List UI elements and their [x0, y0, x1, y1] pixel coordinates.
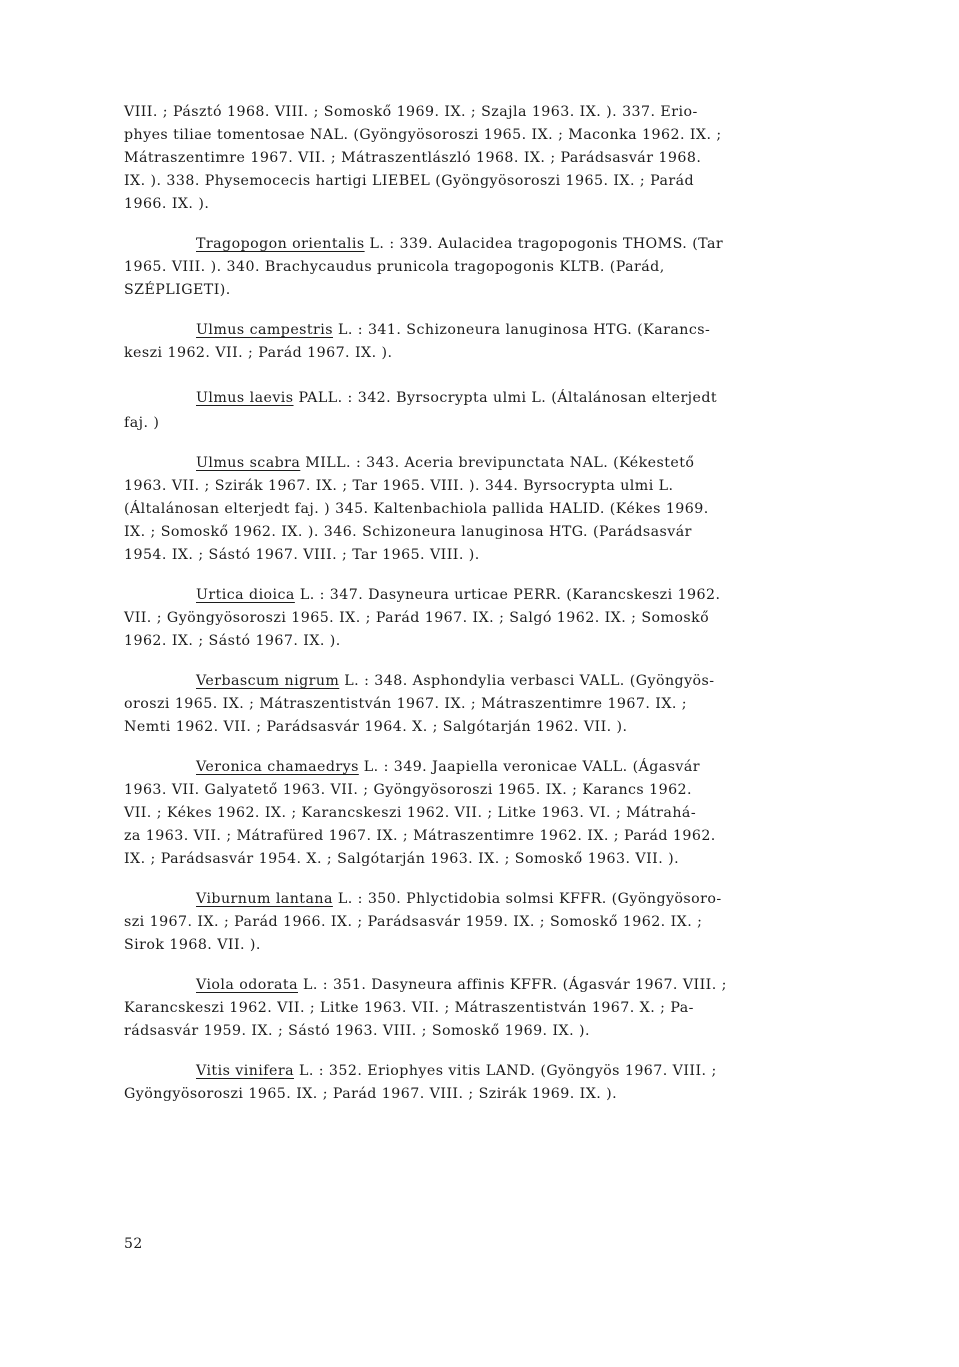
- plant-species-name: Viburnum lantana: [196, 891, 333, 907]
- text-line: [124, 802, 696, 824]
- entry-text: 1965. VIII. ). 340. Brachycaudus prunicola tragopogonis KLTB. (Parád,: [124, 259, 665, 275]
- page-number: 52: [124, 1236, 143, 1252]
- text-line: [124, 147, 701, 169]
- entry-text: 1954. IX. ; Sástó 1967. VIII. ; Tar 1965. VIII. ).: [124, 547, 480, 563]
- plant-species-name: Ulmus campestris: [196, 322, 333, 338]
- entry-text: L. : 349. Jaapiella veronicae VALL. (Ágasvár: [358, 759, 701, 775]
- text-line: [196, 319, 710, 341]
- plant-species-name: Urtica dioica: [196, 587, 295, 603]
- text-line: [196, 452, 694, 474]
- text-line: [124, 607, 709, 629]
- entry-text: Sirok 1968. VII. ).: [124, 937, 261, 953]
- text-line: [124, 779, 692, 801]
- text-line: [124, 256, 665, 278]
- text-line: [124, 825, 716, 847]
- text-line: [124, 716, 628, 738]
- entry-text: IX. ; Parádsasvár 1954. X. ; Salgótarján 1963. IX. ; Somoskő 1963. VII. ).: [124, 851, 680, 867]
- text-line: [124, 521, 692, 543]
- text-line: [196, 756, 700, 778]
- entry-text: IX. ; Somoskő 1962. IX. ). 346. Schizoneura lanuginosa HTG. (Parádsasvár: [124, 524, 692, 540]
- entry-text: Nemti 1962. VII. ; Parádsasvár 1964. X. ; Salgótarján 1962. VII. ).: [124, 719, 628, 735]
- entry-text: VIII. ; Pásztó 1968. VIII. ; Somoskő 1969. IX. ; Szajla 1963. IX. ). 337. Erio-: [124, 104, 698, 120]
- plant-species-name: Vitis vinifera: [196, 1063, 294, 1079]
- text-line: [124, 934, 261, 956]
- text-line: [196, 888, 722, 910]
- entry-text: za 1963. VII. ; Mátrafüred 1967. IX. ; Mátraszentimre 1962. IX. ; Parád 1962.: [124, 828, 716, 844]
- entry-text: PALL. : 342. Byrsocrypta ulmi L. (Általánosan elterjedt: [293, 390, 718, 406]
- entry-text: L. : 339. Aulacidea tragopogonis THOMS. (Tar: [364, 236, 724, 252]
- text-line: [196, 387, 717, 409]
- entry-text: szi 1967. IX. ; Parád 1966. IX. ; Parádsasvár 1959. IX. ; Somoskő 1962. IX. ;: [124, 914, 703, 930]
- entry-text: VII. ; Gyöngyösoroszi 1965. IX. ; Parád 1967. IX. ; Salgó 1962. IX. ; Somoskő: [124, 610, 710, 626]
- entry-text: L. : 341. Schizoneura lanuginosa HTG. (Karancs-: [333, 322, 711, 338]
- text-line: [124, 911, 702, 933]
- text-line: [124, 193, 209, 215]
- plant-species-name: Ulmus laevis: [196, 390, 294, 406]
- plant-species-name: Veronica chamaedrys: [196, 759, 359, 775]
- plant-species-name: Viola odorata: [196, 977, 298, 993]
- entry-text: Karancskeszi 1962. VII. ; Litke 1963. VII. ; Mátraszentistván 1967. X. ; Pa-: [124, 1000, 694, 1016]
- text-line: [124, 544, 480, 566]
- entry-text: VII. ; Kékes 1962. IX. ; Karancskeszi 1962. VII. ; Litke 1963. VI. ; Mátrahá-: [124, 805, 697, 821]
- entry-text: rádsasvár 1959. IX. ; Sástó 1963. VIII. ; Somoskő 1969. IX. ).: [124, 1023, 590, 1039]
- entry-text: IX. ). 338. Physemocecis hartigi LIEBEL (Gyöngyösoroszi 1965. IX. ; Parád: [124, 173, 695, 189]
- entry-text: 1966. IX. ).: [124, 196, 210, 212]
- text-line: [124, 997, 694, 1019]
- text-line: [196, 584, 720, 606]
- entry-text: oroszi 1965. IX. ; Mátraszentistván 1967. IX. ; Mátraszentimre 1967. IX. ;: [124, 696, 688, 712]
- entry-text: L. : 350. Phlyctidobia solmsi KFFR. (Gyöngyösoro-: [332, 891, 722, 907]
- text-line: [196, 1060, 717, 1082]
- entry-text: phyes tiliae tomentosae NAL. (Gyöngyösoroszi 1965. IX. ; Maconka 1962. IX. ;: [124, 127, 722, 143]
- text-line: [124, 693, 687, 715]
- text-line: [124, 630, 341, 652]
- entry-text: keszi 1962. VII. ; Parád 1967. IX. ).: [124, 345, 393, 361]
- plant-species-name: Tragopogon orientalis: [196, 236, 365, 252]
- text-line: [124, 101, 698, 123]
- entry-text: Gyöngyösoroszi 1965. IX. ; Parád 1967. VIII. ; Szirák 1969. IX. ).: [124, 1086, 618, 1102]
- entry-text: 1963. VII. ; Szirák 1967. IX. ; Tar 1965. VIII. ). 344. Byrsocrypta ulmi L.: [124, 478, 674, 494]
- entry-text: L. : 352. Eriophyes vitis LAND. (Gyöngyös 1967. VIII. ;: [293, 1063, 717, 1079]
- text-line: [124, 1020, 590, 1042]
- text-line: [124, 124, 722, 146]
- text-line: [124, 170, 694, 192]
- entry-text: L. : 351. Dasyneura affinis KFFR. (Ágasvár 1967. VIII. ;: [298, 977, 727, 993]
- entry-text: Mátraszentimre 1967. VII. ; Mátraszentlászló 1968. IX. ; Parádsasvár 1968.: [124, 150, 702, 166]
- plant-species-name: Ulmus scabra: [196, 455, 301, 471]
- text-line: [124, 848, 679, 870]
- text-line: [124, 498, 709, 520]
- entry-text: MILL. : 343. Aceria brevipunctata NAL. (Kékestető: [300, 455, 695, 471]
- text-line: [124, 412, 159, 434]
- entry-text: SZÉPLIGETI).: [124, 282, 231, 298]
- text-line: [124, 342, 392, 364]
- text-line: [196, 233, 723, 255]
- text-line: [124, 475, 673, 497]
- entry-text: faj. ): [124, 415, 160, 431]
- entry-text: 1962. IX. ; Sástó 1967. IX. ).: [124, 633, 341, 649]
- text-line: [196, 974, 727, 996]
- text-line: [196, 670, 715, 692]
- text-line: [124, 279, 231, 301]
- text-line: [124, 1083, 617, 1105]
- entry-text: L. : 348. Asphondylia verbasci VALL. (Gyöngyös-: [339, 673, 715, 689]
- entry-text: 1963. VII. Galyatető 1963. VII. ; Gyöngyösoroszi 1965. IX. ; Karancs 1962.: [124, 782, 692, 798]
- entry-text: (Általánosan elterjedt faj. ) 345. Kaltenbachiola pallida HALID. (Kékes 1969.: [124, 501, 709, 517]
- plant-species-name: Verbascum nigrum: [196, 673, 340, 689]
- entry-text: L. : 347. Dasyneura urticae PERR. (Karancskeszi 1962.: [294, 587, 721, 603]
